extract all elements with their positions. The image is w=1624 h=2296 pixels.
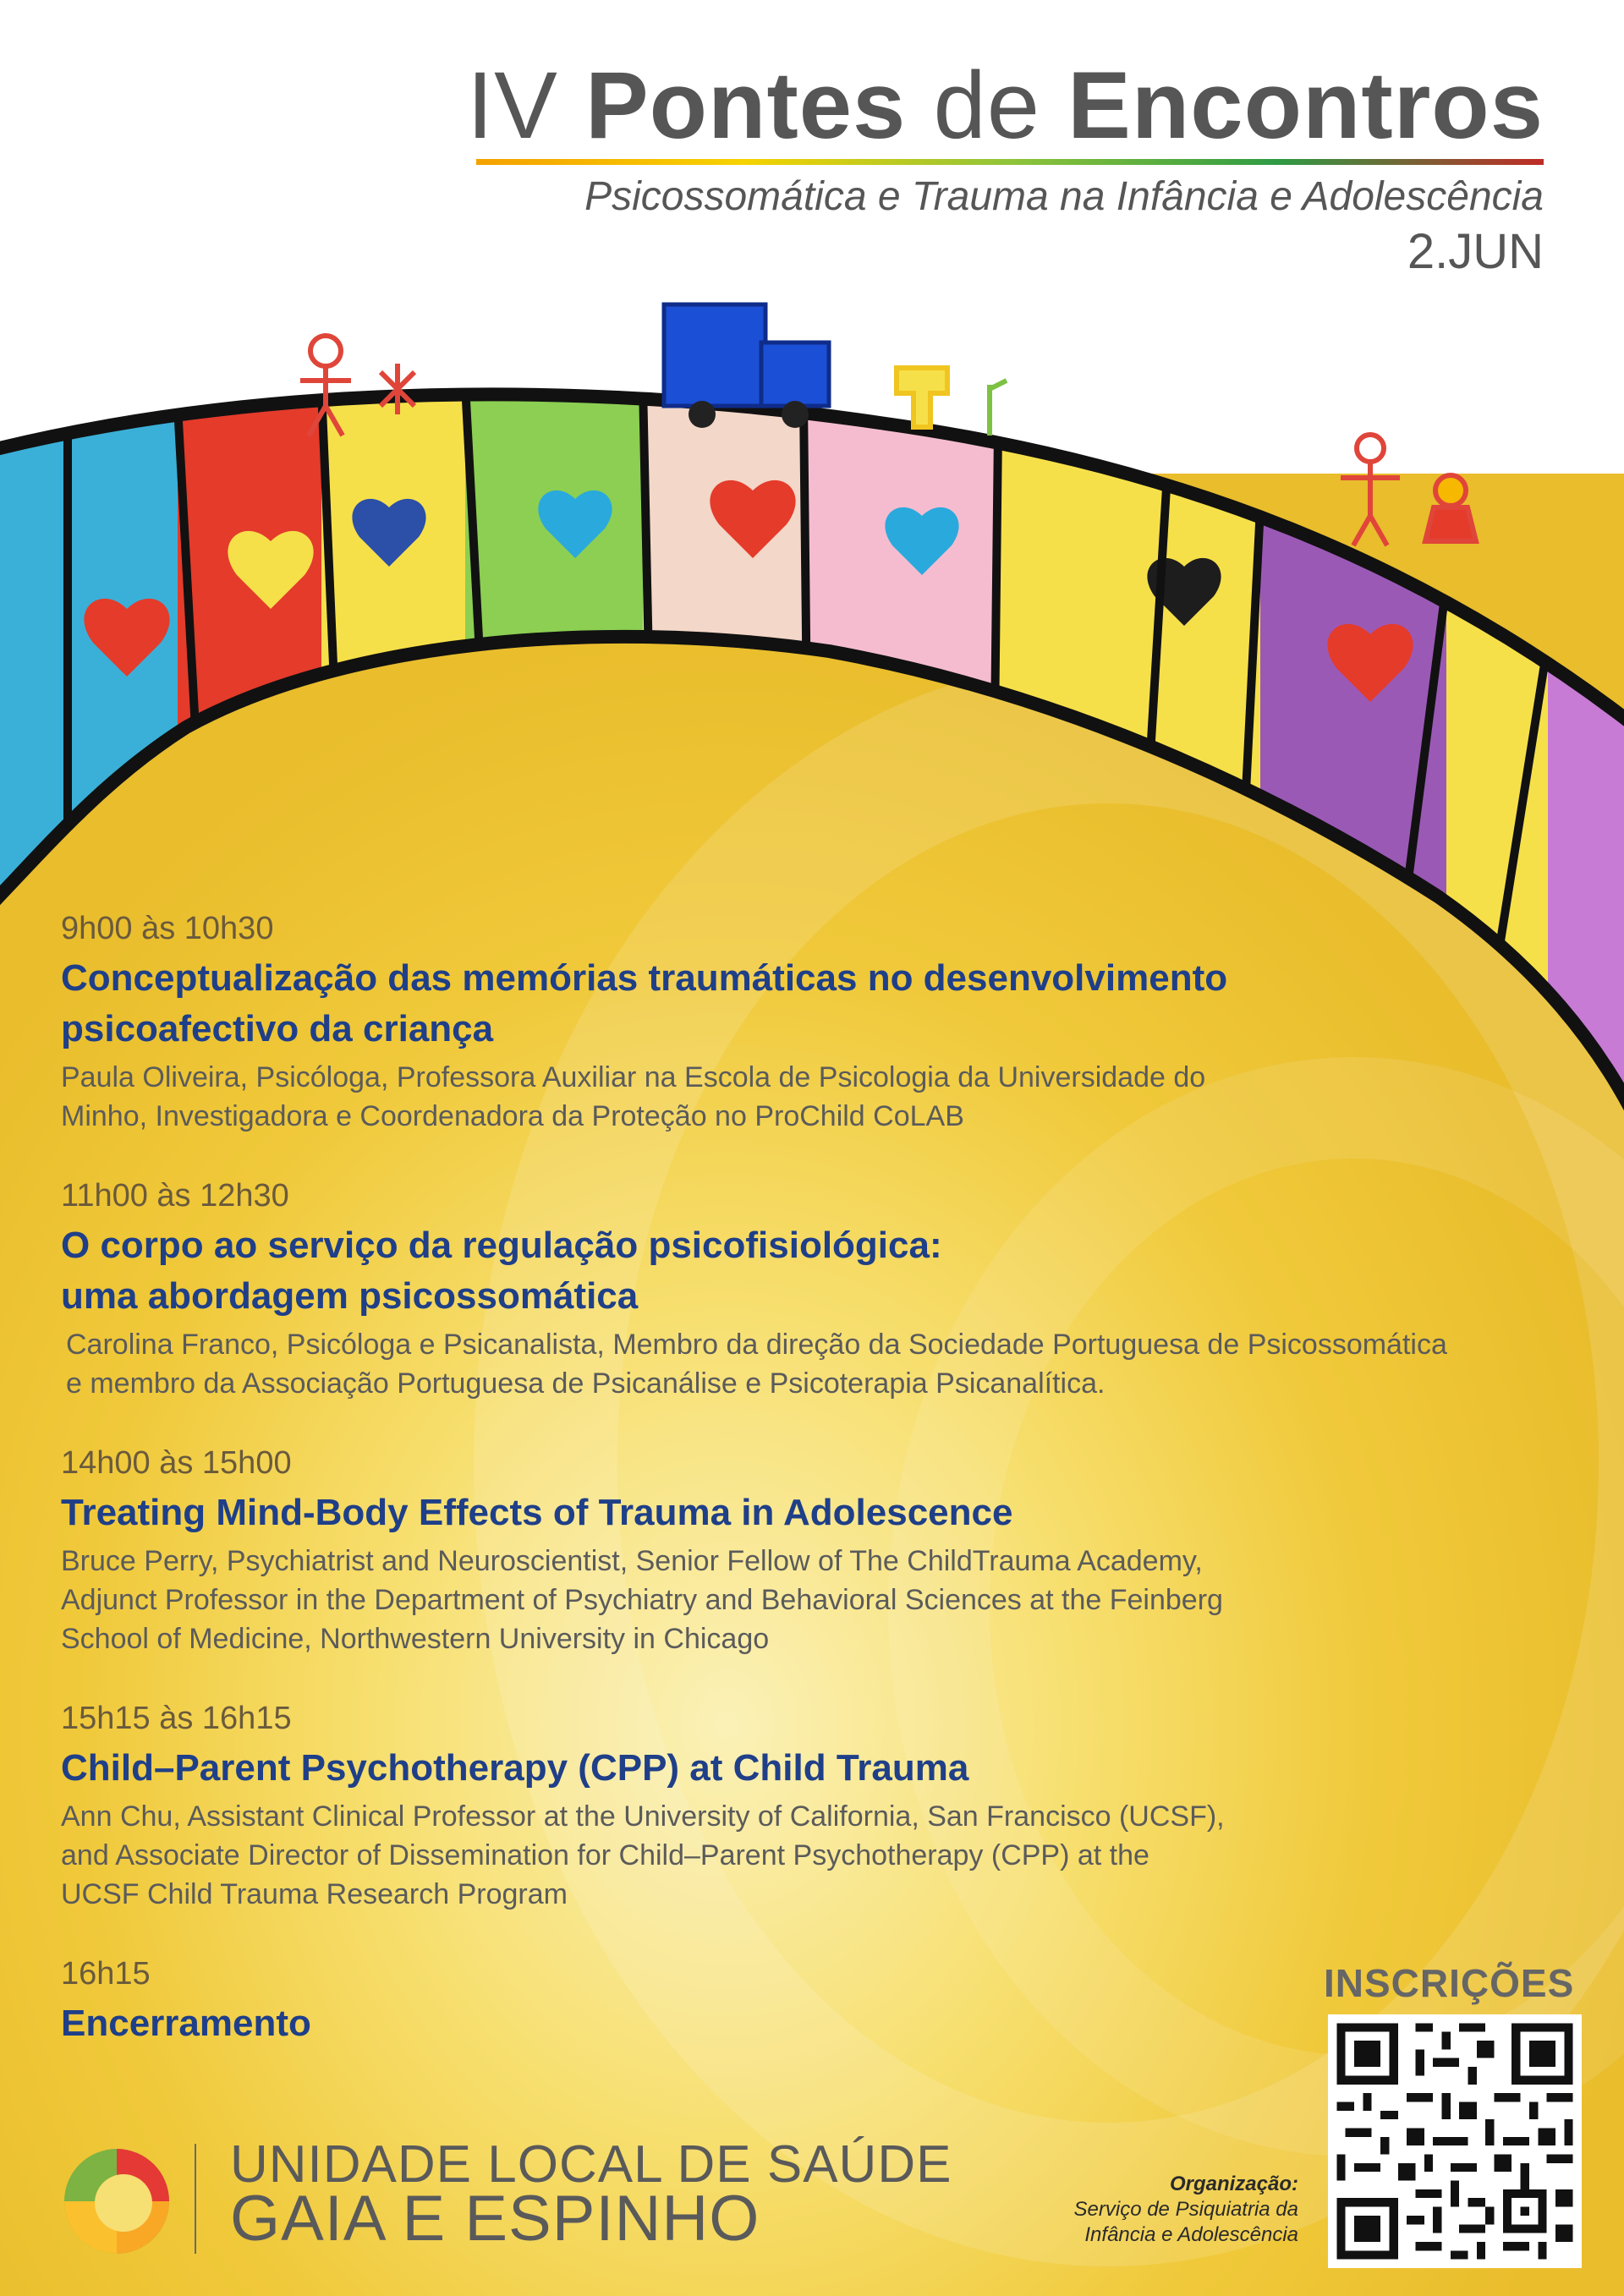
uls-logo-icon bbox=[58, 2142, 176, 2260]
institution-name bbox=[230, 2135, 952, 2255]
title-word-encontros: Encontros bbox=[1067, 52, 1544, 158]
speaker-info bbox=[66, 1325, 1583, 1403]
session-title bbox=[61, 1743, 1583, 1794]
event-title bbox=[467, 51, 1544, 161]
session-title-line: psicoafectivo da criança bbox=[61, 1008, 494, 1049]
session-title bbox=[61, 953, 1583, 1055]
speaker-line: School of Medicine, Northwestern University in Chicago bbox=[61, 1623, 770, 1655]
session-title bbox=[61, 1220, 1583, 1322]
speaker-info bbox=[61, 1797, 1583, 1914]
session-title-line: Child–Parent Psychotherapy (CPP) at Child Trauma bbox=[61, 1747, 969, 1789]
institution-line-1: UNIDADE LOCAL DE SAÚDE bbox=[230, 2135, 952, 2194]
registration-qr-code[interactable] bbox=[1328, 2014, 1582, 2268]
program-item bbox=[61, 1699, 1583, 1914]
session-title-line: O corpo ao serviço da regulação psicofisiológica: bbox=[61, 1225, 942, 1266]
event-subtitle: Psicossomática e Trauma na Infância e Adolescência bbox=[584, 174, 1544, 219]
program-item bbox=[61, 1176, 1583, 1403]
speaker-line: Ann Chu, Assistant Clinical Professor at the University of California, San Francisco (UCSF), bbox=[61, 1800, 1225, 1833]
session-time: 9h00 às 10h30 bbox=[61, 911, 274, 946]
session-title-line: Encerramento bbox=[61, 2003, 311, 2044]
session-time: 11h00 às 12h30 bbox=[61, 1178, 289, 1214]
session-title-line: uma abordagem psicossomática bbox=[61, 1275, 639, 1317]
logo-divider bbox=[195, 2144, 196, 2254]
program-item bbox=[61, 1444, 1583, 1658]
registration-label: INSCRIÇÕES bbox=[1324, 1961, 1575, 2005]
speaker-line: Carolina Franco, Psicóloga e Psicanalista, Membro da direção da Sociedade Portuguesa de Psicossomática bbox=[66, 1329, 1447, 1361]
session-time: 14h00 às 15h00 bbox=[61, 1445, 292, 1481]
session-time: 15h15 às 16h15 bbox=[61, 1701, 292, 1736]
speaker-line: UCSF Child Trauma Research Program bbox=[61, 1878, 568, 1910]
organization-label: Organização: bbox=[1169, 2173, 1298, 2195]
edition-number: IV bbox=[466, 52, 558, 158]
speaker-line: e membro da Associação Portuguesa de Psicanálise e Psicoterapia Psicanalítica. bbox=[66, 1367, 1106, 1400]
event-date: 2.JUN bbox=[1407, 224, 1544, 279]
speaker-line: Paula Oliveira, Psicóloga, Professora Auxiliar na Escola de Psicologia da Universidade do bbox=[61, 1061, 1206, 1093]
speaker-info bbox=[61, 1058, 1583, 1136]
organization-credit bbox=[1074, 2172, 1298, 2248]
organization-line: Infância e Adolescência bbox=[1084, 2223, 1298, 2246]
speaker-line: Minho, Investigadora e Coordenadora da Proteção no ProChild CoLAB bbox=[61, 1100, 964, 1132]
speaker-line: Adjunct Professor in the Department of Psychiatry and Behavioral Sciences at the Feinberg bbox=[61, 1584, 1223, 1616]
program-schedule bbox=[61, 909, 1583, 2090]
event-header bbox=[467, 51, 1544, 280]
institution-line-2: GAIA E ESPINHO bbox=[230, 2183, 760, 2255]
program-item bbox=[61, 909, 1583, 1136]
session-time: 16h15 bbox=[61, 1956, 151, 1992]
speaker-line: and Associate Director of Dissemination for Child–Parent Psychotherapy (CPP) at the bbox=[61, 1839, 1149, 1871]
speaker-info bbox=[61, 1542, 1583, 1658]
title-word-pontes: Pontes bbox=[584, 52, 907, 158]
organization-line: Serviço de Psiquiatria da bbox=[1073, 2198, 1298, 2221]
title-word-de: de bbox=[933, 52, 1041, 158]
session-title-line: Treating Mind-Body Effects of Trauma in Adolescence bbox=[61, 1492, 1013, 1533]
speaker-line: Bruce Perry, Psychiatrist and Neuroscientist, Senior Fellow of The ChildTrauma Academy, bbox=[61, 1545, 1203, 1577]
session-title-line: Conceptualização das memórias traumáticas no desenvolvimento bbox=[61, 957, 1228, 999]
session-title bbox=[61, 1488, 1583, 1538]
